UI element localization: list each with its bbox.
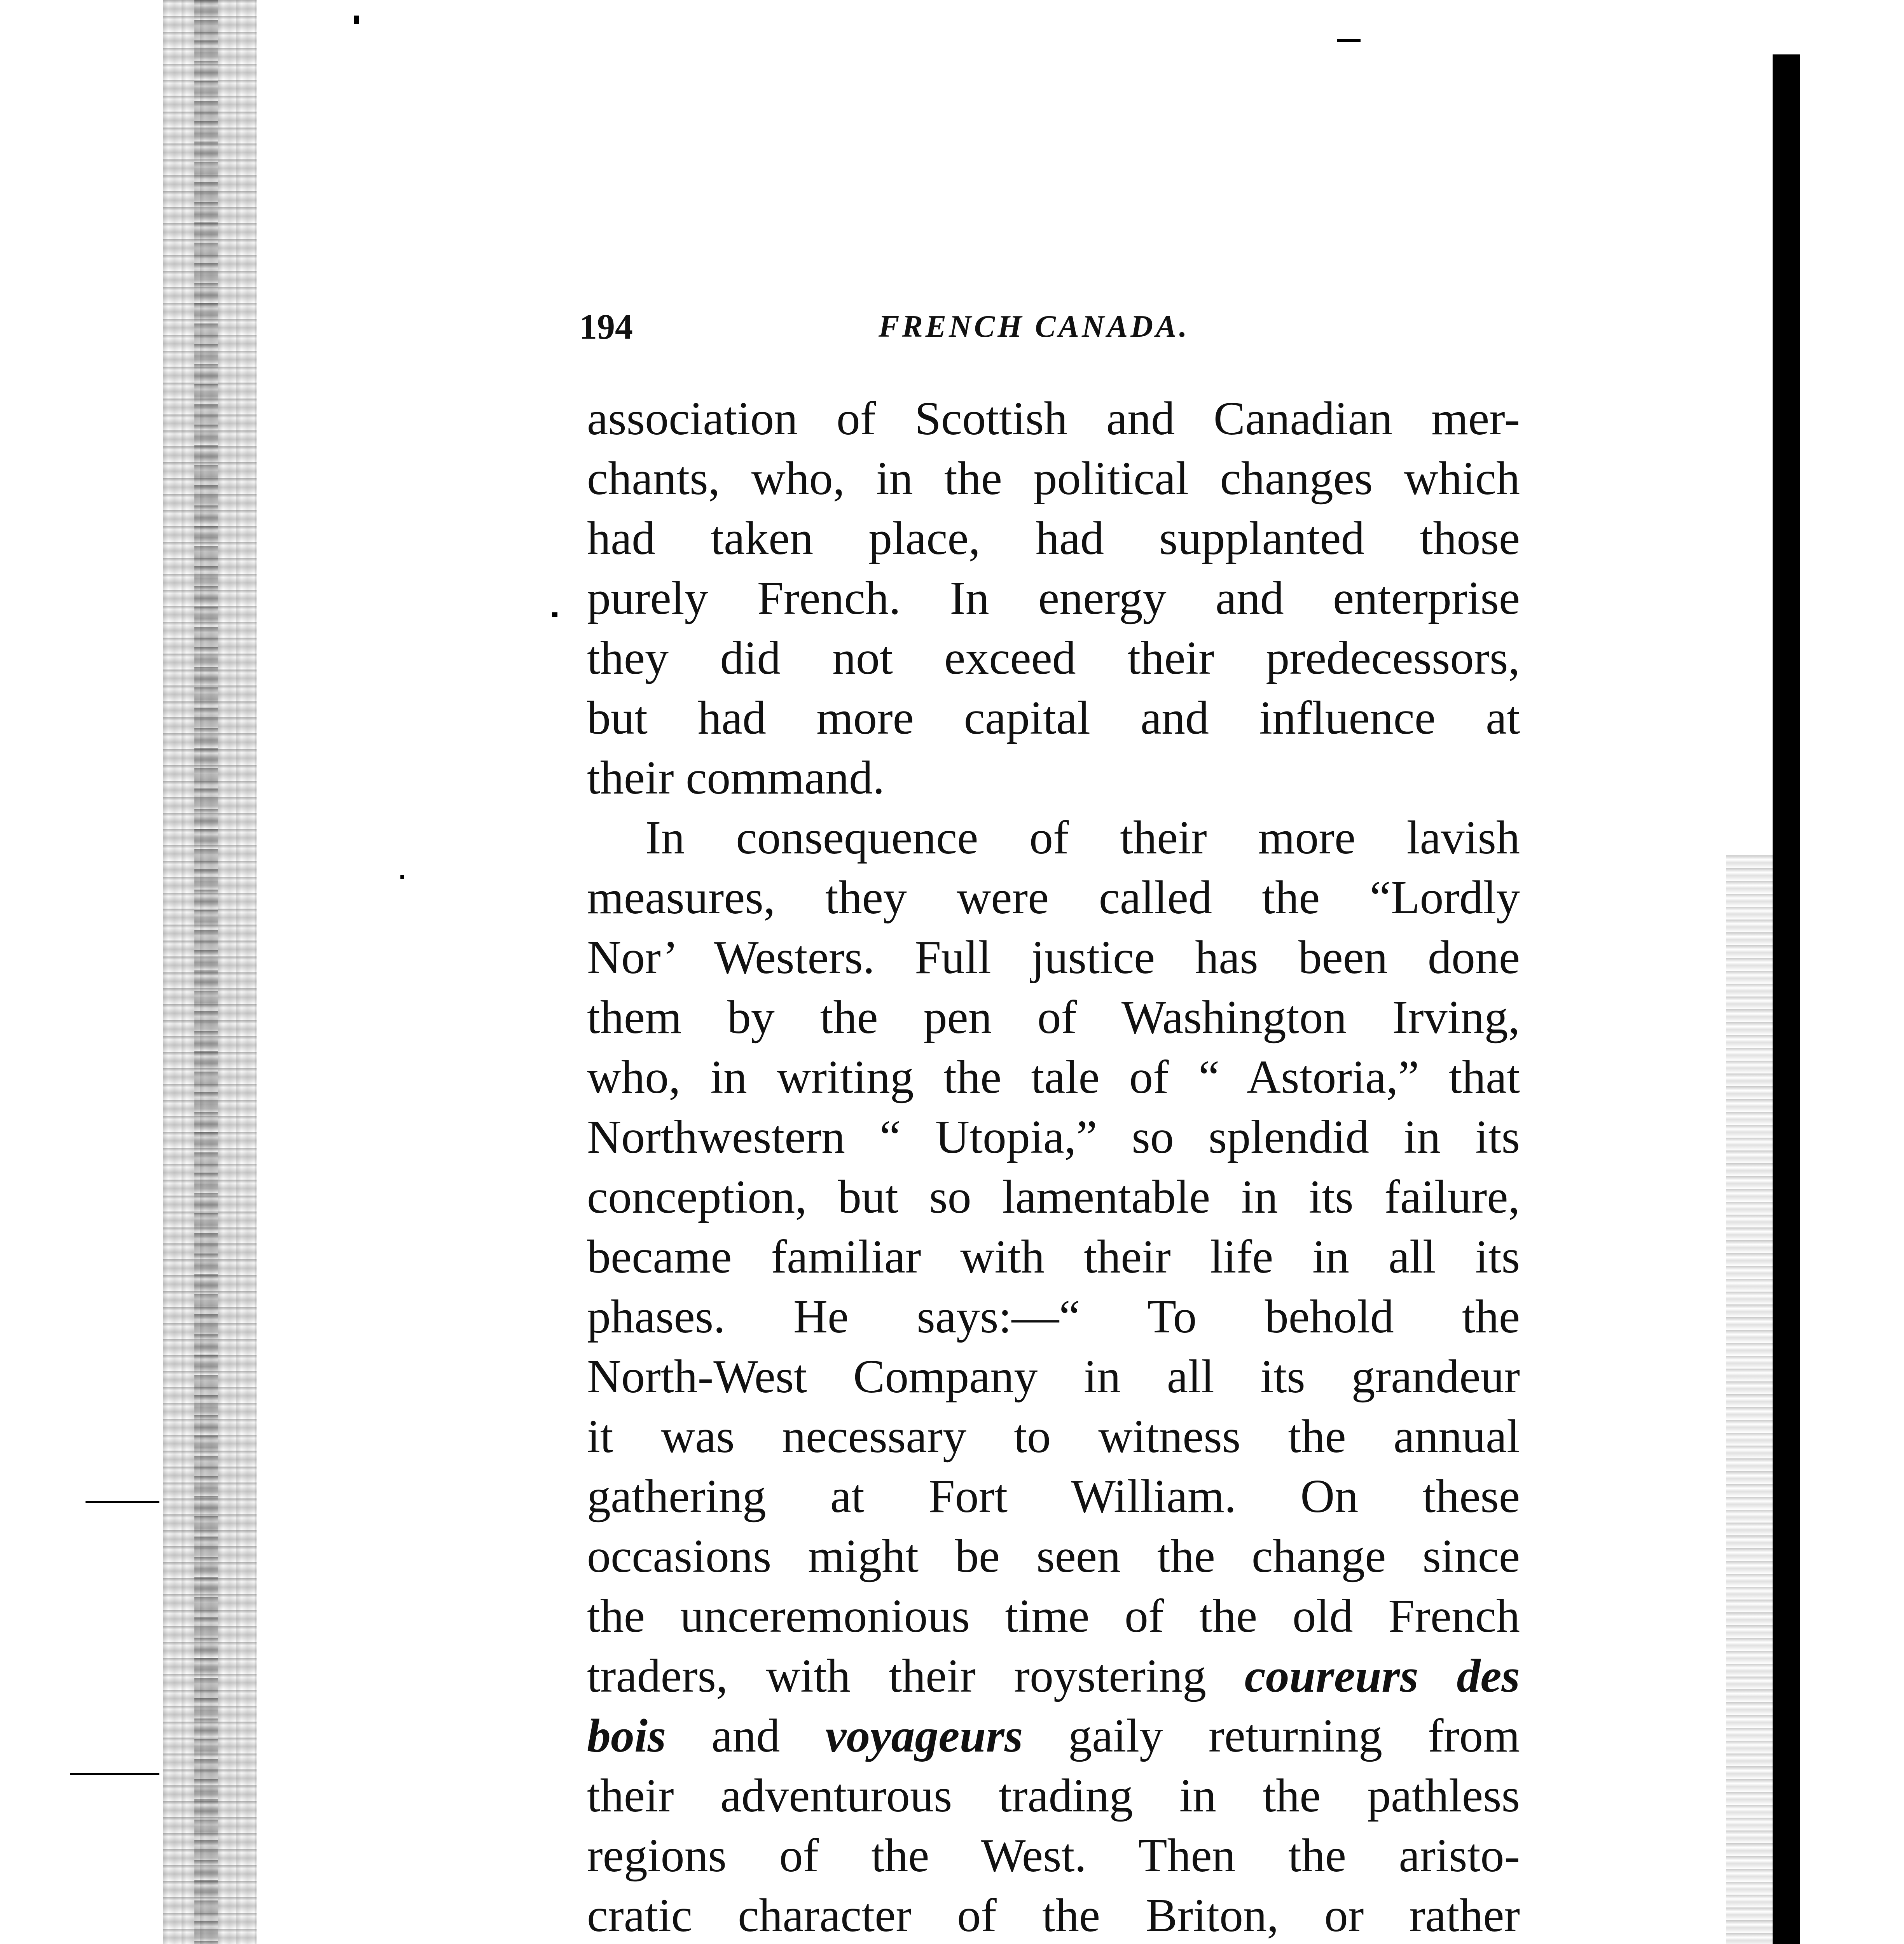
text-line: them by the pen of Washington Irving, [587, 991, 1520, 1044]
running-header [579, 303, 1232, 350]
running-title: FRENCH CANADA. [879, 309, 1190, 344]
scan-edge-right-dither [1726, 855, 1773, 1944]
text-line: Nor’ Westers. Full justice has been done [587, 931, 1520, 984]
text-line: association of Scottish and Canadian mer- [587, 392, 1520, 445]
text-line: Northwestern “ Utopia,” so splendid in its [587, 1111, 1520, 1163]
scan-edge-left-core [194, 0, 218, 1944]
text-line: phases. He says:—“ To behold the [587, 1290, 1520, 1343]
scan-speck [86, 1501, 159, 1503]
text-line: had taken place, had supplanted those [587, 512, 1520, 565]
text-line: became familiar with their life in all its [587, 1231, 1520, 1283]
scan-speck [400, 875, 404, 879]
scan-edge-right [1773, 54, 1800, 1944]
scan-speck [70, 1773, 159, 1775]
text-line: chants, who, in the political changes which [587, 452, 1520, 505]
italic-phrase: voyageurs [825, 1710, 1023, 1762]
text-line: who, in writing the tale of “ Astoria,” that [587, 1051, 1520, 1103]
text-line: it was necessary to witness the annual [587, 1410, 1520, 1463]
text-line: gathering at Fort William. On these [587, 1470, 1520, 1523]
text-line: measures, they were called the “Lordly [587, 871, 1520, 924]
scan-speck [552, 612, 557, 617]
italic-phrase: bois [587, 1710, 666, 1762]
text-segment: and [711, 1710, 780, 1762]
text-line: In consequence of their more lavish [645, 811, 1520, 864]
text-line: purely French. In energy and enterprise [587, 572, 1520, 624]
text-line: regions of the West. Then the aristo- [587, 1829, 1520, 1882]
text-line: their adventurous trading in the pathless [587, 1769, 1520, 1822]
text-segment: gaily returning from [1068, 1710, 1520, 1762]
text-line: the unceremonious time of the old French [587, 1590, 1520, 1642]
text-line: conception, but so lamentable in its failure, [587, 1171, 1520, 1223]
text-line: but had more capital and influence at [587, 692, 1520, 744]
scan-speck [354, 16, 359, 24]
text-segment: traders, with their roystering [587, 1650, 1206, 1702]
text-line [587, 1706, 1520, 1766]
italic-phrase: coureurs des [1244, 1650, 1520, 1702]
scan-speck [1337, 39, 1361, 42]
page-number: 194 [579, 307, 633, 346]
text-line: North-West Company in all its grandeur [587, 1350, 1520, 1403]
text-line [587, 1646, 1520, 1706]
text-line: their command. [587, 752, 885, 804]
text-line: they did not exceed their predecessors, [587, 632, 1520, 684]
text-line: cratic character of the Briton, or rather [587, 1889, 1520, 1942]
body-text [587, 389, 1520, 1944]
text-line: occasions might be seen the change since [587, 1530, 1520, 1582]
